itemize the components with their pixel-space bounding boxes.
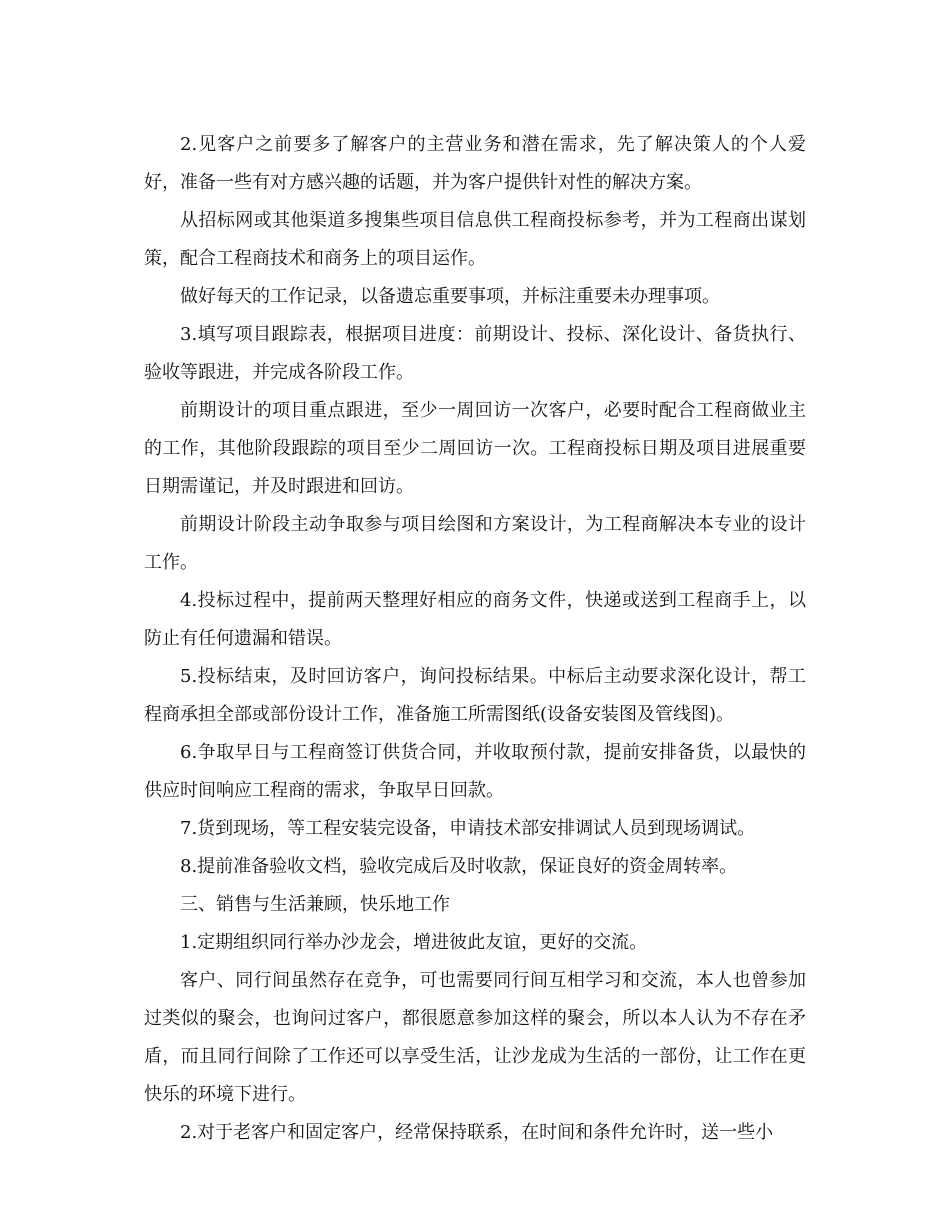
paragraph-5: 前期设计的项目重点跟进，至少一周回访一次客户，必要时配合工程商做业主的工作，其他阶段跟踪的项目至少二周回访一次。工程商投标日期及项目进展重要日期需谨记，并及时跟进和回访。 [144,400,806,497]
paragraph-13: 1.定期组织同行举办沙龙会，增进彼此友谊，更好的交流。 [180,932,648,953]
paragraph-14: 客户、同行间虽然存在竞争，可也需要同行间互相学习和交流，本人也曾参加过类似的聚会，也询问过客户，都很愿意参加这样的聚会，所以本人认为不存在矛盾，而且同行间除了工作还可以享受生活，让沙龙成为生活的一部份，让工作在更快乐的环境下进行。 [144,970,806,1105]
paragraph-8: 5.投标结束，及时回访客户，询问投标结果。中标后主动要求深化设计，帮工程商承担全部或部份设计工作，准备施工所需图纸(设备安装图及管线图)。 [144,666,806,725]
document-body [144,126,806,1152]
paragraph-15: 2.对于老客户和固定客户，经常保持联系，在时间和条件允许时，送一些小 [180,1122,774,1143]
paragraph-10: 7.货到现场，等工程安装完设备，申请技术部安排调试人员到现场调试。 [180,818,756,839]
paragraph-6: 前期设计阶段主动争取参与项目绘图和方案设计，为工程商解决本专业的设计工作。 [144,514,806,573]
section-heading: 三、销售与生活兼顾，快乐地工作 [180,894,450,915]
paragraph-2: 从招标网或其他渠道多搜集些项目信息供工程商投标参考，并为工程商出谋划策，配合工程商技术和商务上的项目运作。 [144,210,806,269]
paragraph-9: 6.争取早日与工程商签订供货合同，并收取预付款，提前安排备货，以最快的供应时间响应工程商的需求，争取早日回款。 [144,742,806,801]
paragraph-7: 4.投标过程中，提前两天整理好相应的商务文件，快递或送到工程商手上，以防止有任何遗漏和错误。 [144,590,806,649]
paragraph-3: 做好每天的工作记录，以备遗忘重要事项，并标注重要未办理事项。 [180,286,720,307]
paragraph-11: 8.提前准备验收文档，验收完成后及时收款，保证良好的资金周转率。 [180,856,738,877]
paragraph-4: 3.填写项目跟踪表，根据项目进度：前期设计、投标、深化设计、备货执行、验收等跟进，并完成各阶段工作。 [144,324,806,383]
paragraph-1: 2.见客户之前要多了解客户的主营业务和潜在需求，先了解决策人的个人爱好，准备一些有对方感兴趣的话题，并为客户提供针对性的解决方案。 [144,134,806,193]
